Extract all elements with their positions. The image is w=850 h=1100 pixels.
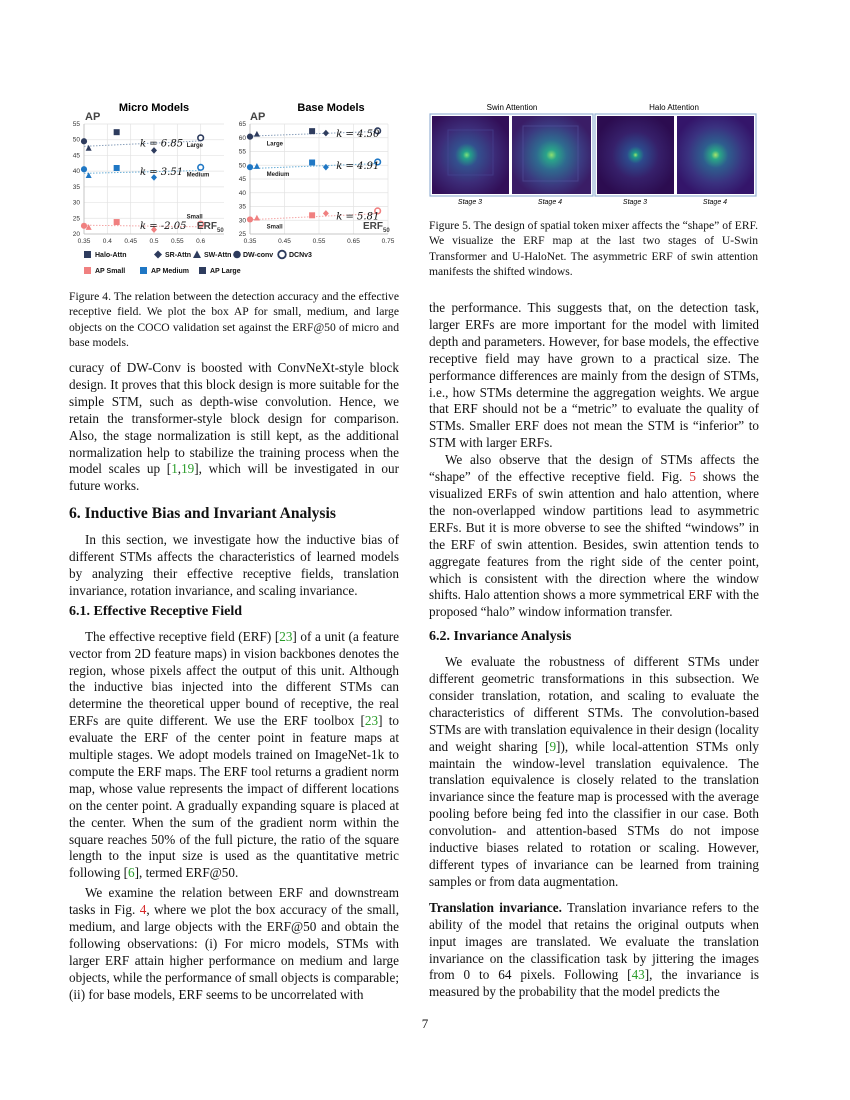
base-xtick-label: 0.45 xyxy=(278,238,291,245)
base-large-srattn-point xyxy=(323,130,329,137)
base-large-dwconv-point xyxy=(247,134,253,140)
micro-large-label: Large xyxy=(186,142,204,149)
left-column xyxy=(69,360,399,1004)
legend-large: AP Large xyxy=(210,268,241,275)
micro-models-panel xyxy=(73,102,225,245)
micro-xtick-label: 0.6 xyxy=(196,238,206,245)
base-large-label: Large xyxy=(266,141,283,148)
swin-attention-title: Swin Attention xyxy=(486,103,538,112)
legend-dw-marker xyxy=(233,251,241,259)
base-ytick-label: 45 xyxy=(238,176,246,183)
base-title: Base Models xyxy=(297,102,365,114)
legend-sr: SR-Attn xyxy=(165,252,192,259)
legend-halo-marker xyxy=(84,251,91,258)
micro-medium-haloattn-point xyxy=(114,165,120,171)
micro-ap-label: AP xyxy=(85,111,101,123)
base-medium-label: Medium xyxy=(266,172,290,179)
halo-attention-title: Halo Attention xyxy=(649,103,699,112)
legend-small-marker xyxy=(84,267,91,274)
figure-4-caption: Figure 4. The relation between the detection accuracy and the effective receptive field. We plot the box AP for small, medium, and large objects on the COCO validation set against the ERF@50 of micro and base models. xyxy=(69,290,399,350)
micro-small-dwconv-point xyxy=(81,223,87,229)
micro-ytick-label: 50 xyxy=(72,136,80,144)
figure-5-caption: Figure 5. The design of spatial token mixer affects the “shape” of ERF. We visualize the ERF map at the last two stages of U-Swin Transformer and U-HaloNet. The asymmetric ERF of swin attention manifests the shifted windows. xyxy=(429,219,758,279)
micro-small-haloattn-point xyxy=(114,219,120,225)
micro-xtick-label: 0.4 xyxy=(102,238,112,245)
legend-dw: DW-conv xyxy=(243,252,274,259)
base-ytick-label: 30 xyxy=(238,217,246,225)
micro-medium-dcnv3-point xyxy=(198,165,204,171)
left-paragraph-2: The effective receptive field (ERF) [23] of a unit (a feature vector from 2D feature maps) in vision backbones denotes the region, whose pixels affect the output of this unit. Although the inductive bias injected into the different STMs can determine the theoretical upper bound of receptive, the real ERFs are quite different. We use the ERF toolbox [23] to evaluate the ERF of the center point in feature maps at multiple stages. We adopt models trained on ImageNet-1k to compute the ERF maps. The ERF tool returns a gradient norm map, whose value represents the impact of different locations on the center point. A gradually expanding square is placed at the center. When the sum of the gradient norm within the square reaches 50% of the full picture, the ratio of the square length to the input size is used as the quantitative metric following [6], termed ERF@50. xyxy=(69,628,400,881)
base-ytick-label: 35 xyxy=(238,203,246,211)
micro-ytick-label: 35 xyxy=(72,183,80,191)
right-paragraph-1: We also observe that the design of STMs affects the “shape” of the effective receptive field. Fig. 5 shows the visualized ERFs of swin attention and halo attention, where the non-overlapped window partitions lead to asymmetric ERFs. But it is more obverse to see the shifted “windows” in the ERF of swin attention. Besides, swin attention tends to aggregate features from the right side of the center point, which is consistent with the direction where the window shifts. Halo attention shows a more symmetrical ERF with the proposed “halo” window information transfer. xyxy=(429,452,759,620)
base-erf-label: $ERF_{50}$ xyxy=(363,221,390,234)
legend-sw-marker xyxy=(193,251,201,259)
base-ytick-label: 60 xyxy=(238,134,246,142)
micro-small-label: Small xyxy=(186,214,203,221)
micro-large-dcnv3-point xyxy=(198,135,204,141)
base-ytick-label: 25 xyxy=(238,231,246,238)
micro-xtick-label: 0.55 xyxy=(171,238,184,245)
right-column xyxy=(429,300,759,1001)
legend-medium: AP Medium xyxy=(151,268,189,275)
figure-5-erf-maps xyxy=(428,98,758,210)
micro-ytick-label: 45 xyxy=(72,152,80,160)
base-ytick-label: 65 xyxy=(238,121,246,128)
left-paragraph-1: In this section, we investigate how the inductive bias of different STMs affects the characteristics of learned models by analyzing their effective receptive fields, translation invariance, rotation invariance, and scaling invariance. xyxy=(69,532,399,598)
figure4-legend xyxy=(84,251,312,276)
base-xtick-label: 0.35 xyxy=(243,238,257,245)
base-medium-haloattn-point xyxy=(309,160,315,166)
base-xtick-label: 0.65 xyxy=(347,238,360,245)
legend-sr-marker xyxy=(154,251,162,259)
base-ytick-label: 40 xyxy=(238,189,246,197)
left-paragraph-3: We examine the relation between ERF and downstream tasks in Fig. 4, where we plot the box accuracy of the small, medium, and large objects with the ERF@50 and obtain the following observations: (i) For micro models, STMs with larger ERF attain higher performance on medium and large objects, while the performance of small objects is comparable; (ii) for base models, ERF seems to be uncorrelated with xyxy=(69,885,399,1002)
micro-title: Micro Models xyxy=(118,102,190,114)
micro-ytick-label: 40 xyxy=(72,168,80,176)
base-models-panel xyxy=(239,102,395,245)
micro-erf-label: $ERF_{50}$ xyxy=(197,221,224,234)
base-large-haloattn-point xyxy=(309,128,315,134)
base-ytick-label: 55 xyxy=(238,148,246,156)
micro-large-haloattn-point xyxy=(114,129,120,135)
micro-small-slope-label: k = -2.05 xyxy=(140,220,187,232)
base-small-haloattn-point xyxy=(309,212,315,218)
base-large-slope-label: k = 4.50 xyxy=(336,128,380,140)
swin-stage4-map xyxy=(512,116,591,194)
legend-dcn: DCNv3 xyxy=(289,252,312,259)
micro-xtick-label: 0.5 xyxy=(149,238,159,245)
right-paragraph-3: Translation invariance. Translation invariance refers to the ability of the model that retains the original outputs when input images are translated. We evaluate the translation invariance on the classification task by jittering the images from 0 to 64 pixels. Following [43], the invariance is measured by the probability that the model predicts the xyxy=(429,899,760,1000)
base-medium-slope-label: k = 4.91 xyxy=(336,161,380,173)
base-small-label: Small xyxy=(266,224,283,231)
micro-xtick-label: 0.35 xyxy=(77,238,91,245)
page-number: 7 xyxy=(421,1016,429,1031)
base-ytick-label: 50 xyxy=(238,162,246,170)
legend-halo: Halo-Attn xyxy=(95,252,127,259)
micro-medium-label: Medium xyxy=(186,172,210,179)
micro-xtick-label: 0.45 xyxy=(124,238,137,245)
legend-dcn-marker xyxy=(278,251,286,259)
right-paragraph-0: the performance. This suggests that, on the detection task, larger ERFs are more important for the model with limited depth and parameters. However, for base models, the effective receptive field may have grown to a practical size. The performance differences are mainly from the design of STMs, i.e., how STMs determine the aggregation weights. We argue that ERF should not be a “metric” to evaluate the quality of STMs. Smaller ERF does not mean the STM is “inferior” to STM with larger ERFs. xyxy=(429,300,759,451)
base-large-swattn-point xyxy=(254,131,260,137)
micro-medium-dwconv-point xyxy=(81,166,87,172)
legend-small: AP Small xyxy=(95,268,126,275)
halo-stage4-label: Stage 4 xyxy=(702,199,728,206)
halo-stage3-map xyxy=(597,116,674,194)
right-paragraph-2: We evaluate the robustness of different STMs under different geometric transformations in this subsection. We consider translation, rotation, and scaling to evaluate the characteristics of different STMs. The convolution-based STMs are with translation equivalence in their design (locality and weight sharing [9]), while local-attention STMs only maintain the window-level translation equivalence. The translation equivalence is closely related to the translation invariance since the feature map is processed with the average pooling before being fed into the classifier in our case. Both convolution- and attention-based STMs do not impose inductive biases related to rotation or scaling. However, different types of invariance can be learned from training samples or from data augmentation. xyxy=(429,654,760,889)
base-xtick-label: 0.75 xyxy=(381,238,395,245)
micro-medium-slope-label: k = 3.51 xyxy=(140,166,184,178)
base-ap-label: AP xyxy=(250,111,266,123)
base-xtick-label: 0.55 xyxy=(312,238,326,245)
base-medium-dwconv-point xyxy=(247,164,253,170)
legend-large-marker xyxy=(199,267,206,274)
micro-ytick-label: 25 xyxy=(72,215,80,223)
base-small-dwconv-point xyxy=(247,216,253,222)
base-medium-srattn-point xyxy=(323,164,329,171)
swin-stage3-label: Stage 3 xyxy=(457,199,483,206)
base-small-swattn-point xyxy=(254,215,260,221)
swin-stage4-label: Stage 4 xyxy=(537,199,563,206)
base-medium-swattn-point xyxy=(254,163,260,169)
micro-large-slope-label: k = 6.85 xyxy=(140,138,184,150)
section-6-heading: 6. Inductive Bias and Invariant Analysis xyxy=(69,505,336,523)
micro-ytick-label: 30 xyxy=(72,199,80,207)
figure-4-charts xyxy=(66,96,406,286)
legend-sw: SW-Attn xyxy=(204,252,232,259)
legend-medium-marker xyxy=(140,267,147,274)
micro-large-dwconv-point xyxy=(81,138,87,144)
section-6-2-heading: 6.2. Invariance Analysis xyxy=(429,629,572,645)
halo-stage3-label: Stage 3 xyxy=(622,199,648,206)
base-small-slope-label: k = 5.81 xyxy=(336,211,380,223)
swin-stage3-map xyxy=(432,116,509,194)
left-paragraph-0: curacy of DW-Conv is boosted with ConvNeXt-style block design. It proves that this block design is more suitable for the simple STM, such as depth-wise convolution. Hence, we retain the transformer-style block design for comparison. Also, the stage normalization is still kept, as the additional normalization help to stabilize the training process when the model scales up [1,19], which will be investigated in our future works. xyxy=(69,360,399,494)
section-6-1-heading: 6.1. Effective Receptive Field xyxy=(69,603,242,619)
micro-ytick-label: 20 xyxy=(72,231,80,238)
micro-ytick-label: 55 xyxy=(72,121,80,128)
halo-stage4-map xyxy=(677,116,754,194)
